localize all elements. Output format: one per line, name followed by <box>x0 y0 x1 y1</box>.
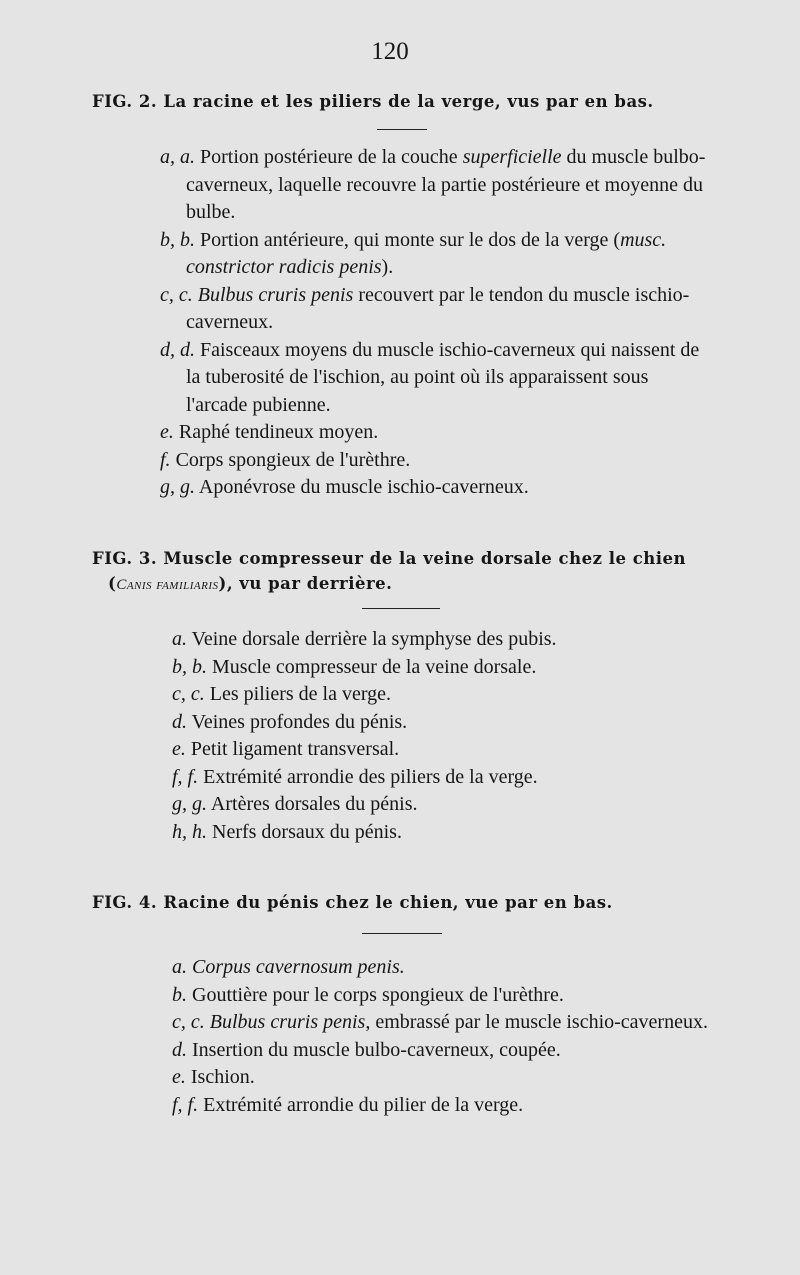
legend-text: Ischion. <box>190 1066 255 1088</box>
fig3-heading-species: Canis familiaris <box>116 577 219 593</box>
legend-text: musc. constrictor radicis penis <box>186 228 667 278</box>
legend-label: d, d. <box>160 338 195 361</box>
legend-text: Corps spongieux de l'urèthre. <box>175 448 411 471</box>
fig4-divider <box>362 933 442 934</box>
legend-text: Insertion du muscle bulbo-caverneux, coupée. <box>192 1038 561 1061</box>
legend-label: e. <box>172 738 186 760</box>
legend-text: Extrémité arrondie du pilier de la verge. <box>203 1093 524 1116</box>
legend-label: c, c. <box>172 1011 205 1033</box>
legend-entry <box>172 954 722 982</box>
legend-text: Bulbus cruris penis <box>209 1011 366 1033</box>
legend-entry <box>172 709 712 737</box>
legend-entry <box>160 447 708 475</box>
fig3-legend <box>172 626 712 846</box>
legend-text: , embrassé par le muscle ischio-caverneux. <box>365 1011 708 1033</box>
legend-text: Aponévrose du muscle ischio-caverneux. <box>198 476 529 498</box>
fig3-heading <box>92 549 686 594</box>
fig3-heading-paren: ( <box>108 574 117 593</box>
legend-label: c, c. <box>172 683 205 705</box>
page-number: 120 <box>371 38 409 65</box>
legend-text: Portion antérieure, qui monte sur le dos de la verge ( <box>200 228 621 251</box>
legend-label: e. <box>172 1066 186 1088</box>
legend-label: h, h. <box>172 820 207 843</box>
legend-entry <box>160 282 708 337</box>
fig4-legend <box>172 954 722 1119</box>
legend-text: Artères dorsales du pénis. <box>210 793 418 815</box>
legend-entry <box>160 144 708 227</box>
legend-text: Petit ligament transversal. <box>190 738 400 760</box>
legend-label: f, f. <box>172 1093 199 1116</box>
legend-entry <box>160 474 708 502</box>
legend-label: b. <box>172 983 187 1006</box>
legend-label: d. <box>172 710 187 733</box>
legend-text: Bulbus cruris penis <box>197 283 354 306</box>
legend-text: superficielle <box>462 146 562 168</box>
legend-entry <box>172 791 712 819</box>
legend-text: du muscle bulbo-caverneux, laquelle recouvre la partie postérieure et moyenne du bulbe. <box>186 146 706 223</box>
legend-text: Faisceaux moyens du muscle ischio-caverneux qui naissent de la tuberosité de l'ischion, au point où ils apparaissent sous l'arcade pubienne. <box>186 338 700 416</box>
legend-entry <box>160 337 708 420</box>
legend-label: f. <box>160 448 171 471</box>
legend-text: Extrémité arrondie des piliers de la verge. <box>203 765 538 788</box>
legend-entry <box>172 1009 722 1037</box>
legend-entry <box>172 654 712 682</box>
legend-entry <box>172 736 712 764</box>
fig3-heading-line2: ), vu par derrière. <box>218 574 393 593</box>
legend-label: g, g. <box>172 793 207 815</box>
legend-label: b, b. <box>172 655 207 678</box>
legend-entry <box>172 1092 722 1120</box>
fig2-heading: FIG. 2. La racine et les piliers de la verge, vus par en bas. <box>92 92 654 111</box>
legend-text: Les piliers de la verge. <box>209 683 391 705</box>
legend-text: Nerfs dorsaux du pénis. <box>212 820 402 843</box>
legend-label: a. <box>172 956 187 978</box>
legend-label: e. <box>160 421 174 443</box>
legend-entry <box>160 419 708 447</box>
legend-entry <box>172 1037 722 1065</box>
fig4-heading: FIG. 4. Racine du pénis chez le chien, vue par en bas. <box>92 893 613 912</box>
legend-entry <box>160 227 708 282</box>
legend-label: d. <box>172 1038 187 1061</box>
fig2-legend <box>160 144 708 502</box>
legend-text: Portion postérieure de la couche <box>200 146 463 168</box>
legend-entry <box>172 764 712 792</box>
legend-text: Veines profondes du pénis. <box>191 710 408 733</box>
legend-entry <box>172 626 712 654</box>
legend-text: Corpus cavernosum penis. <box>192 956 405 978</box>
legend-text: Raphé tendineux moyen. <box>178 421 379 443</box>
legend-entry <box>172 982 722 1010</box>
legend-label: g, g. <box>160 476 195 498</box>
legend-label: c, c. <box>160 283 193 306</box>
fig3-divider <box>362 608 440 609</box>
legend-text: Gouttière pour le corps spongieux de l'urèthre. <box>192 983 564 1006</box>
legend-text: Muscle compresseur de la veine dorsale. <box>212 655 537 678</box>
legend-label: f, f. <box>172 765 199 788</box>
fig3-heading-line1: FIG. 3. Muscle compresseur de la veine dorsale chez le chien <box>92 549 687 568</box>
legend-label: a. <box>172 628 187 650</box>
legend-label: a, a. <box>160 146 195 168</box>
legend-entry <box>172 1064 722 1092</box>
legend-entry <box>172 819 712 847</box>
legend-text: Veine dorsale derrière la symphyse des pubis. <box>191 628 557 650</box>
legend-label: b, b. <box>160 228 195 251</box>
fig2-divider <box>377 129 427 130</box>
legend-text: recouvert par le tendon du muscle ischio-caverneux. <box>186 283 690 333</box>
legend-entry <box>172 681 712 709</box>
legend-text: ). <box>381 256 394 278</box>
